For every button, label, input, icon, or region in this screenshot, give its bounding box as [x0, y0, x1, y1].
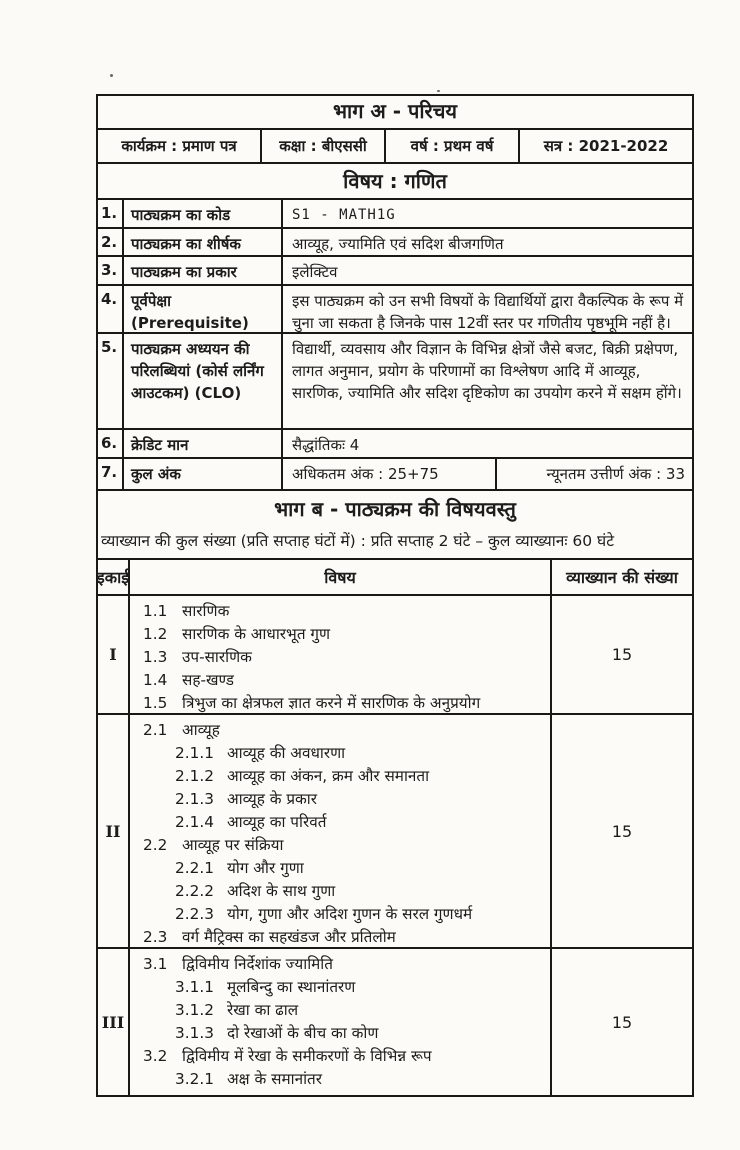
topic-text: आव्यूह के प्रकार [227, 790, 318, 808]
course-attribute-row [98, 198, 692, 227]
attribute-label: कुल अंक [124, 459, 283, 489]
unit-number: III [98, 949, 130, 1095]
topic-text: अदिश के साथ गुणा [227, 882, 336, 900]
part-a-title: भाग अ - परिचय [333, 99, 457, 123]
attribute-value: विद्यार्थी, व्यवसाय और विज्ञान के विभिन्न क्षेत्रों जैसे बजट, बिक्री प्रक्षेपण, लागत अनुमान, प्रयोग के परिणामों का विश्लेषण आदि में आव्यूह, सारणिक, ज्यामिति और सदिश दृष्टिकोण का उपयोग करने में सक्षम होंगे। [292, 340, 682, 402]
topic-line [130, 857, 550, 880]
subject-title: विषय : गणित [98, 162, 692, 198]
topic-number: 2.1.2 [175, 767, 214, 785]
column-header-lectures: व्याख्यान की संख्या [566, 568, 678, 587]
attribute-value: S1 - MATH1G [292, 207, 396, 223]
lecture-count: 15 [611, 1012, 633, 1032]
unit-topics [130, 715, 552, 947]
attribute-label: पूर्वपेक्षा (Prerequisite) [124, 286, 283, 332]
year-cell: वर्ष : प्रथम वर्ष [386, 130, 520, 162]
topic-line [130, 880, 550, 903]
topic-number: 3.1.3 [175, 1024, 214, 1042]
topic-number: 2.2.1 [175, 859, 214, 877]
course-info-row [98, 128, 692, 162]
lecture-count-note: व्याख्यान की कुल संख्या (प्रति सप्ताह घंटों में) : प्रति सप्ताह 2 घंटे – कुल व्याख्यानः 60 घंटे [101, 532, 615, 550]
topic-number: 2.2.3 [175, 905, 214, 923]
topic-text: त्रिभुज का क्षेत्रफल ज्ञात करने में सारणिक के अनुप्रयोग [182, 694, 481, 712]
scan-speck [437, 90, 440, 92]
topic-line [130, 600, 550, 623]
topic-number: 1.3 [143, 648, 168, 666]
topic-line [130, 811, 550, 834]
row-number: 5. [98, 334, 124, 428]
attribute-value: इस पाठ्यक्रम को उन सभी विषयों के विद्यार्थियों द्वारा वैकल्पिक के रूप में चुना जा सकता है जिनके पास 12वीं स्तर पर गणितीय पृष्ठभूमि नहीं है। [292, 292, 684, 332]
topic-line [130, 926, 550, 949]
attribute-label: पाठ्यक्रम का कोड [124, 200, 283, 227]
topic-text: उप-सारणिक [182, 648, 252, 666]
unit-row [98, 713, 692, 947]
attribute-value: सैद्धांतिकः 4 [292, 436, 360, 454]
topic-line [130, 719, 550, 742]
attribute-value: आव्यूह, ज्यामिति एवं सदिश बीजगणित [292, 235, 504, 253]
row-number: 2. [98, 229, 124, 255]
min-marks-value: न्यूनतम उत्तीर्ण अंक : 33 [546, 465, 685, 483]
syllabus-table [96, 94, 694, 1097]
topic-text: आव्यूह [182, 721, 220, 739]
topic-number: 1.5 [143, 694, 168, 712]
topic-line [130, 646, 550, 669]
attribute-value: इलेक्टिव [292, 263, 338, 281]
topic-text: द्विविमीय में रेखा के समीकरणों के विभिन्न रूप [182, 1047, 432, 1065]
topic-number: 3.1 [143, 955, 168, 973]
class-cell: कक्षा : बीएससी [262, 130, 386, 162]
scan-speck [110, 74, 113, 77]
session-cell: सत्र : 2021-2022 [543, 137, 669, 155]
course-attribute-row [98, 255, 692, 284]
content-table-header [98, 558, 692, 594]
topic-number: 3.2.1 [175, 1070, 214, 1088]
unit-row [98, 594, 692, 713]
topic-number: 2.2 [143, 836, 168, 854]
attribute-label: क्रेडिट मान [124, 430, 283, 457]
unit-number: II [98, 715, 130, 947]
course-attribute-row [98, 332, 692, 428]
topic-number: 2.1.3 [175, 790, 214, 808]
lecture-count: 15 [611, 645, 633, 664]
topic-number: 3.1.1 [175, 978, 214, 996]
topic-line [130, 953, 550, 976]
topic-line [130, 669, 550, 692]
course-attribute-row [98, 284, 692, 332]
topic-text: अक्ष के समानांतर [227, 1070, 323, 1088]
attribute-label: पाठ्यक्रम का शीर्षक [124, 229, 283, 255]
max-marks-value: अधिकतम अंक : 25+75 [283, 459, 497, 489]
topic-number: 3.1.2 [175, 1001, 214, 1019]
topic-line [130, 788, 550, 811]
topic-number: 1.1 [143, 602, 168, 620]
lecture-count: 15 [611, 821, 633, 841]
column-header-topic: विषय [130, 560, 552, 594]
topic-line [130, 1045, 550, 1068]
topic-text: आव्यूह पर संक्रिया [182, 836, 284, 854]
topic-number: 2.1 [143, 721, 168, 739]
topic-text: सारणिक के आधारभूत गुण [182, 625, 331, 643]
unit-row [98, 947, 692, 1095]
topic-number: 1.2 [143, 625, 168, 643]
topic-text: मूलबिन्दु का स्थानांतरण [227, 978, 356, 996]
topic-text: दो रेखाओं के बीच का कोण [227, 1024, 379, 1042]
topic-number: 2.1.1 [175, 744, 214, 762]
topic-number: 2.3 [143, 928, 168, 946]
attribute-label: पाठ्यक्रम अध्ययन की परिलब्धियां (कोर्स लर्निंग आउटकम) (CLO) [124, 334, 283, 428]
topic-line [130, 976, 550, 999]
topic-text: द्विविमीय निर्देशांक ज्यामिति [182, 955, 333, 973]
part-b-title: भाग ब - पाठ्यक्रम की विषयवस्तु [98, 489, 692, 526]
topic-line [130, 903, 550, 926]
unit-topics [130, 949, 552, 1095]
topic-text: सारणिक [182, 602, 230, 620]
topic-line [130, 742, 550, 765]
row-number: 4. [98, 286, 124, 332]
row-number: 6. [98, 430, 124, 457]
unit-number: I [98, 596, 130, 713]
attribute-label: पाठ्यक्रम का प्रकार [124, 257, 283, 284]
topic-text: योग और गुणा [227, 859, 304, 877]
topic-line [130, 1068, 550, 1091]
topic-text: योग, गुणा और अदिश गुणन के सरल गुणधर्म [227, 905, 473, 923]
program-cell: कार्यक्रम : प्रमाण पत्र [98, 130, 262, 162]
column-header-unit: इकाई [98, 560, 130, 594]
topic-text: आव्यूह का अंकन, क्रम और समानता [227, 767, 430, 785]
topic-line [130, 834, 550, 857]
topic-text: रेखा का ढाल [227, 1001, 299, 1019]
topic-line [130, 692, 550, 715]
course-attribute-row [98, 428, 692, 457]
topic-number: 3.2 [143, 1047, 168, 1065]
topic-number: 2.1.4 [175, 813, 214, 831]
row-number: 3. [98, 257, 124, 284]
topic-line [130, 1022, 550, 1045]
topic-line [130, 999, 550, 1022]
unit-topics [130, 596, 552, 713]
topic-number: 2.2.2 [175, 882, 214, 900]
topic-line [130, 765, 550, 788]
course-attribute-row [98, 227, 692, 255]
course-attribute-row [98, 457, 692, 489]
topic-text: आव्यूह का परिवर्त [227, 813, 327, 831]
row-number: 7. [98, 459, 124, 489]
topic-text: आव्यूह की अवधारणा [227, 744, 346, 762]
topic-number: 1.4 [143, 671, 168, 689]
topic-text: सह-खण्ड [182, 671, 234, 689]
row-number: 1. [98, 200, 124, 227]
topic-line [130, 623, 550, 646]
topic-text: वर्ग मैट्रिक्स का सहखंडज और प्रतिलोम [182, 928, 396, 946]
